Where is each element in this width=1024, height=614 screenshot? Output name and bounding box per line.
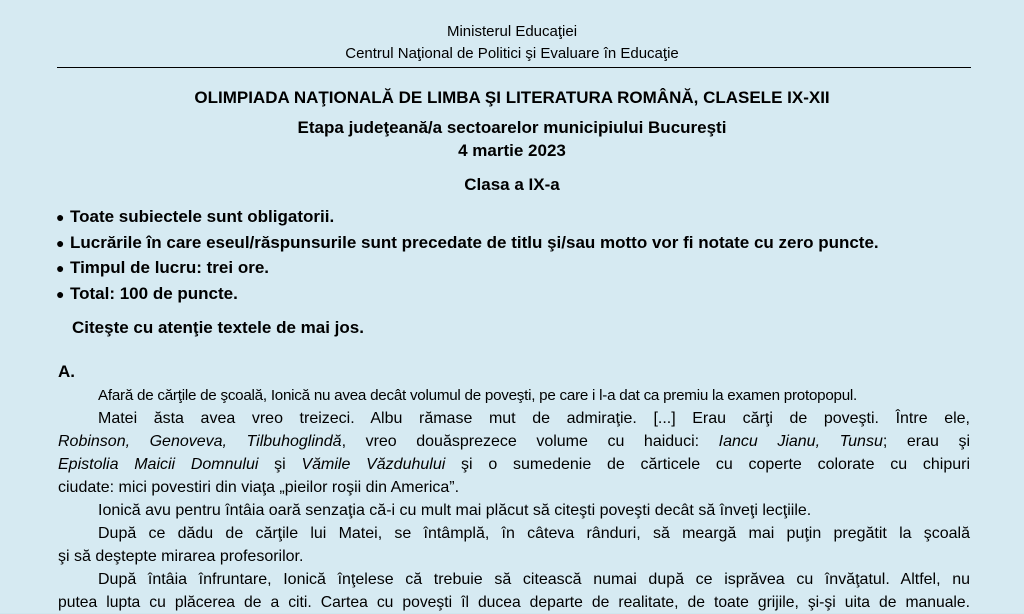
text-line: şi să deştepte mirarea profesorilor. [58,548,304,565]
center-header: Centrul Naţional de Politici şi Evaluare în Educaţie [345,45,679,62]
text-line: După ce dădu de cărţile lui Matei, se întâmplă, în câteva rânduri, să meargă mai puţin pregătit la şcoală [98,525,970,542]
section-label: A. [58,362,75,381]
bullet-icon: ● [56,285,65,302]
text-line: Epistolia Maicii Domnului şi Vămile Văzduhului şi o sumedenie de cărticele cu coperte colorate cu chipuri [58,456,970,473]
text-line: Ionică avu pentru întâia oară senzaţia că-i cu mult mai plăcut să citeşti poveşti decât să înveţi lecţiile. [98,502,812,519]
rule-item: ● Toate subiectele sunt obligatorii. [56,204,879,230]
text-line: Matei ăsta avea vreo treizeci. Albu rămase mut de admiraţie. [...] Erau cărţi de poveşti. Între ele, [98,410,970,427]
bullet-icon: ● [56,209,65,225]
ministry-header: Ministerul Educaţiei [446,23,578,40]
text-line: Robinson, Genoveva, Tilbuhoglindă, vreo douăsprezece volume cu haiduci: Iancu Jianu, Tunsu; erau şi [58,433,970,450]
exam-date: 4 martie 2023 [458,141,566,160]
stage-title: Etapa judeţeană/a sectoarelor municipiului Bucureşti [297,118,727,137]
reading-instruction: Citeşte cu atenţie textele de mai jos. [72,318,364,337]
rule-item: ● Timpul de lucru: trei ore. [56,255,879,281]
rules-list [56,204,879,306]
rule-item: ● Lucrările în care eseul/răspunsurile sunt precedate de titlu şi/sau motto vor fi notate cu zero puncte. [56,230,879,256]
text-body [58,384,970,614]
text-line: ciudate: mici povestiri din viaţa „pieilor roşii din America”. [58,479,460,496]
text-line: putea lupta cu plăcerea de a citi. Cartea cu poveşti îl ducea departe de realitate, de toate grijile, şi-şi uita de manuale. [58,594,970,611]
header-divider [57,67,971,68]
text-line: Afară de cărţile de şcoală, Ionică nu avea decât volumul de poveşti, pe care i l-a dat ca premiu la examen protopopul. [98,387,858,404]
text-line: După întâia înfruntare, Ionică înţelese că trebuie să citească numai după ce isprăvea cu învăţatul. Altfel, nu [98,571,970,588]
class-title: Clasa a IX-a [464,175,560,194]
bullet-icon: ● [56,260,65,276]
olympiad-title: OLIMPIADA NAŢIONALĂ DE LIMBA ŞI LITERATURA ROMÂNĂ, CLASELE IX-XII [194,88,830,107]
rule-item: ● Total: 100 de puncte. [56,281,879,307]
bullet-icon: ● [56,234,65,251]
